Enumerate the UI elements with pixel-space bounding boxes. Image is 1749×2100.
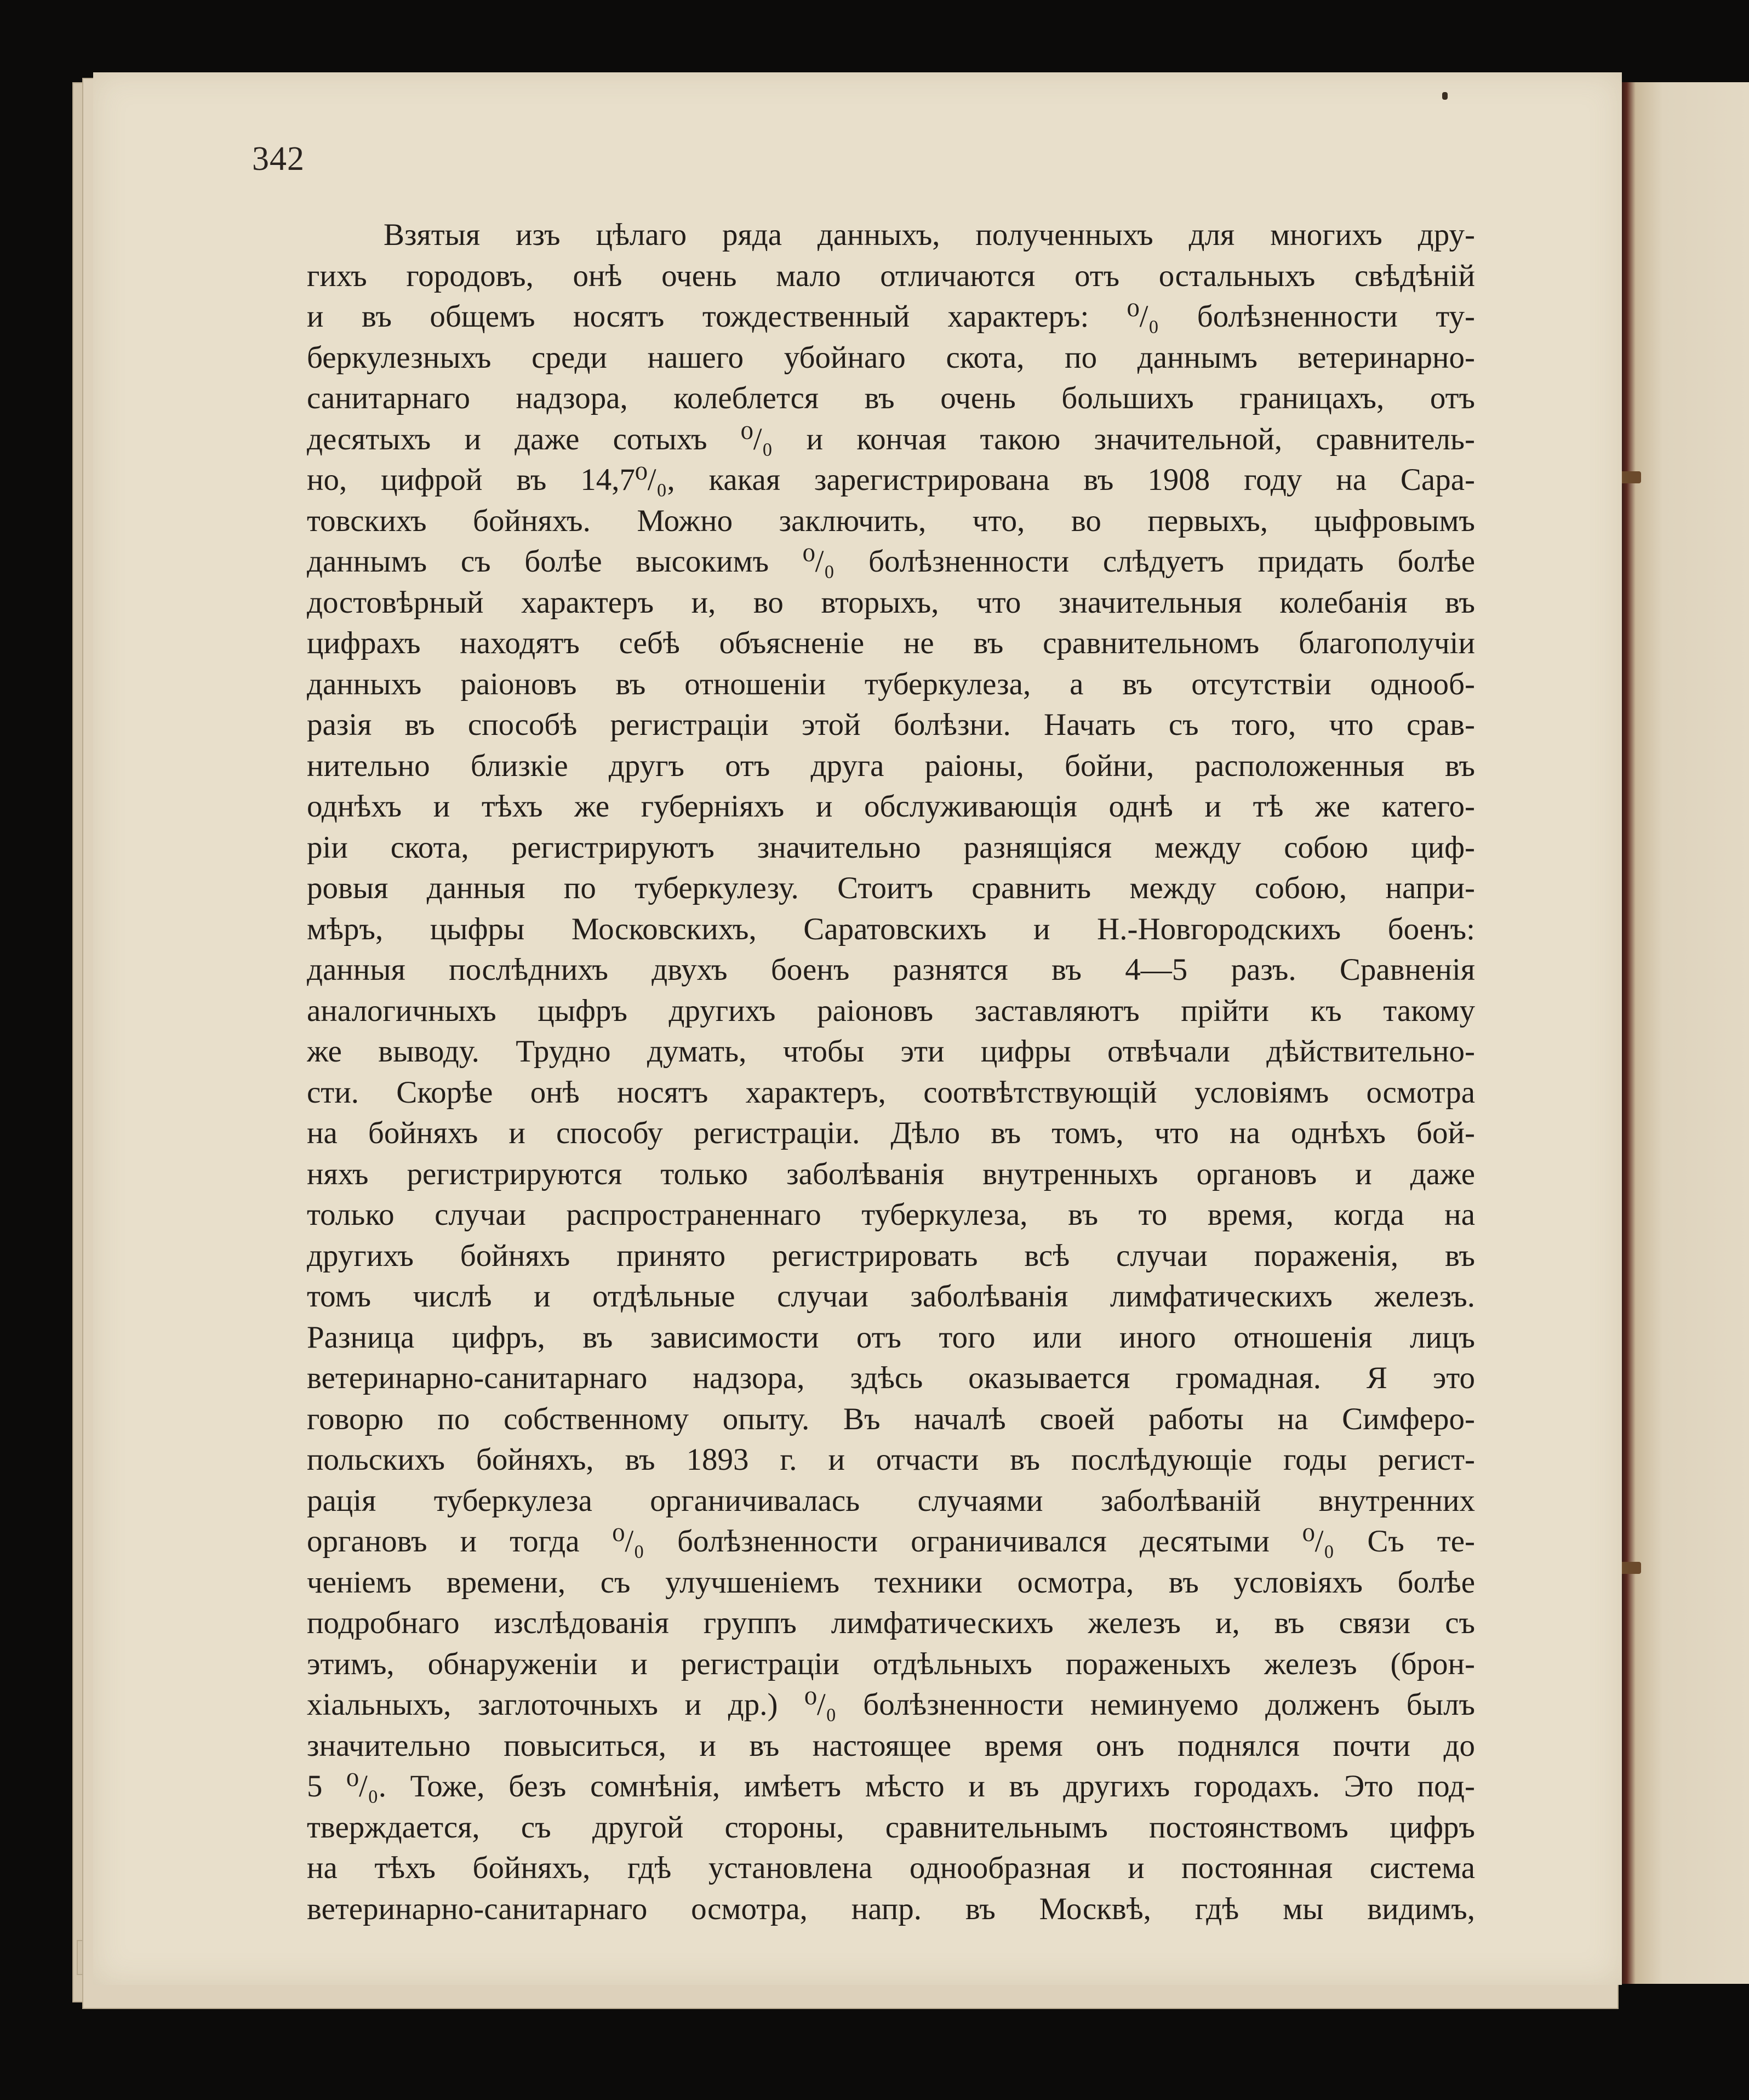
- text-line: томъ числѣ и отдѣльные случаи заболѣванія лимфатическихъ железъ.: [307, 1279, 1475, 1314]
- text-line: этимъ, обнаруженіи и регистраціи отдѣльныхъ пораженыхъ железъ (брон-: [307, 1646, 1475, 1681]
- text-line: цифрахъ находятъ себѣ объясненіе не въ сравнительномъ благополучіи: [307, 626, 1475, 660]
- text-line: ровыя данныя по туберкулезу. Стоитъ сравнить между собою, напри-: [307, 871, 1475, 905]
- text-line: беркулезныхъ среди нашего убойнаго скота, по даннымъ ветеринарно-: [307, 340, 1475, 375]
- text-line: данныя послѣднихъ двухъ боенъ разнятся въ 4—5 разъ. Сравненія: [307, 952, 1475, 987]
- text-line: другихъ бойняхъ принято регистрировать всѣ случаи пораженія, въ: [307, 1238, 1475, 1273]
- text-line: однѣхъ и тѣхъ же губерніяхъ и обслуживающія однѣ и тѣ же катего-: [307, 789, 1475, 824]
- text-line: говорю по собственному опыту. Въ началѣ своей работы на Симферо-: [307, 1401, 1475, 1436]
- text-line: гихъ городовъ, онѣ очень мало отличаются отъ остальныхъ свѣдѣній: [307, 258, 1475, 293]
- page-number: 342: [252, 140, 305, 178]
- binding-thread-mark: [1619, 471, 1641, 483]
- text-line: на тѣхъ бойняхъ, гдѣ установлена однообразная и постоянная система: [307, 1851, 1475, 1885]
- text-line: рація туберкулеза органичивалась случаями заболѣваній внутренних: [307, 1483, 1475, 1518]
- text-line: сти. Скорѣе онѣ носятъ характеръ, соотвѣтствующій условіямъ осмотра: [307, 1075, 1475, 1110]
- text-line: ветеринарно-санитарнаго надзора, здѣсь оказывается громадная. Я это: [307, 1361, 1475, 1395]
- text-line: значительно повыситься, и въ настоящее время онъ поднялся почти до: [307, 1728, 1475, 1763]
- text-line: ченіемъ времени, съ улучшеніемъ техники осмотра, въ условіяхъ болѣе: [307, 1565, 1475, 1600]
- text-line: санитарнаго надзора, колеблется въ очень большихъ границахъ, отъ: [307, 381, 1475, 415]
- text-line: 5 ⁰/₀. Тоже, безъ сомнѣнія, имѣетъ мѣсто и въ другихъ городахъ. Это под-: [307, 1769, 1475, 1804]
- text-line: ріи скота, регистрируютъ значительно разнящіяся между собою циф-: [307, 830, 1475, 865]
- text-line: Взятыя изъ цѣлаго ряда данныхъ, полученныхъ для многихъ дру-: [384, 218, 1475, 252]
- text-line: нительно близкіе другъ отъ друга раіоны, бойни, расположенныя въ: [307, 748, 1475, 783]
- text-line: данныхъ раіоновъ въ отношеніи туберкулеза, а въ отсутствіи однооб-: [307, 666, 1475, 701]
- text-line: хіальныхъ, заглоточныхъ и др.) ⁰/₀ болѣзненности неминуемо долженъ былъ: [307, 1687, 1475, 1722]
- facing-page: [1619, 82, 1749, 1984]
- text-line: польскихъ бойняхъ, въ 1893 г. и отчасти въ послѣдующіе годы регист-: [307, 1442, 1475, 1477]
- text-line: разія въ способѣ регистраціи этой болѣзни. Начать съ того, что срав-: [307, 707, 1475, 742]
- body-text: [307, 215, 1475, 1930]
- text-line: товскихъ бойняхъ. Можно заключить, что, во первыхъ, цыфровымъ: [307, 503, 1475, 538]
- text-line: на бойняхъ и способу регистраціи. Дѣло въ томъ, что на однѣхъ бой-: [307, 1116, 1475, 1150]
- text-line: только случаи распространеннаго туберкулеза, въ то время, когда на: [307, 1197, 1475, 1232]
- text-line: Разница цифръ, въ зависимости отъ того или иного отношенія лицъ: [307, 1320, 1475, 1355]
- text-line: мѣръ, цыфры Московскихъ, Саратовскихъ и Н.-Новгородскихъ боенъ:: [307, 911, 1475, 946]
- text-line: достовѣрный характеръ и, во вторыхъ, что значительныя колебанія въ: [307, 585, 1475, 620]
- ink-speck: [1442, 92, 1448, 100]
- text-line: тверждается, съ другой стороны, сравнительнымъ постоянствомъ цифръ: [307, 1810, 1475, 1845]
- text-line: же выводу. Трудно думать, чтобы эти цифры отвѣчали дѣйствительно-: [307, 1034, 1475, 1069]
- text-line: аналогичныхъ цыфръ другихъ раіоновъ заставляютъ прійти къ такому: [307, 993, 1475, 1028]
- text-line: и въ общемъ носятъ тождественный характеръ: ⁰/₀ болѣзненности ту-: [307, 299, 1475, 334]
- text-line: но, цифрой въ 14,7⁰/₀, какая зарегистрирована въ 1908 году на Сара-: [307, 463, 1475, 497]
- text-line: даннымъ съ болѣе высокимъ ⁰/₀ болѣзненности слѣдуетъ придать болѣе: [307, 544, 1475, 579]
- text-line: ветеринарно-санитарнаго осмотра, напр. въ Москвѣ, гдѣ мы видимъ,: [307, 1891, 1475, 1926]
- text-line: подробнаго изслѣдованія группъ лимфатическихъ железъ и, въ связи съ: [307, 1606, 1475, 1640]
- text-line: десятыхъ и даже сотыхъ ⁰/₀ и кончая такою значительной, сравнитель-: [307, 421, 1475, 456]
- text-line: няхъ регистрируются только заболѣванія внутренныхъ органовъ и даже: [307, 1156, 1475, 1191]
- text-line: органовъ и тогда ⁰/₀ болѣзненности ограничивался десятыми ⁰/₀ Съ те-: [307, 1524, 1475, 1559]
- binding-thread-mark: [1619, 1562, 1641, 1574]
